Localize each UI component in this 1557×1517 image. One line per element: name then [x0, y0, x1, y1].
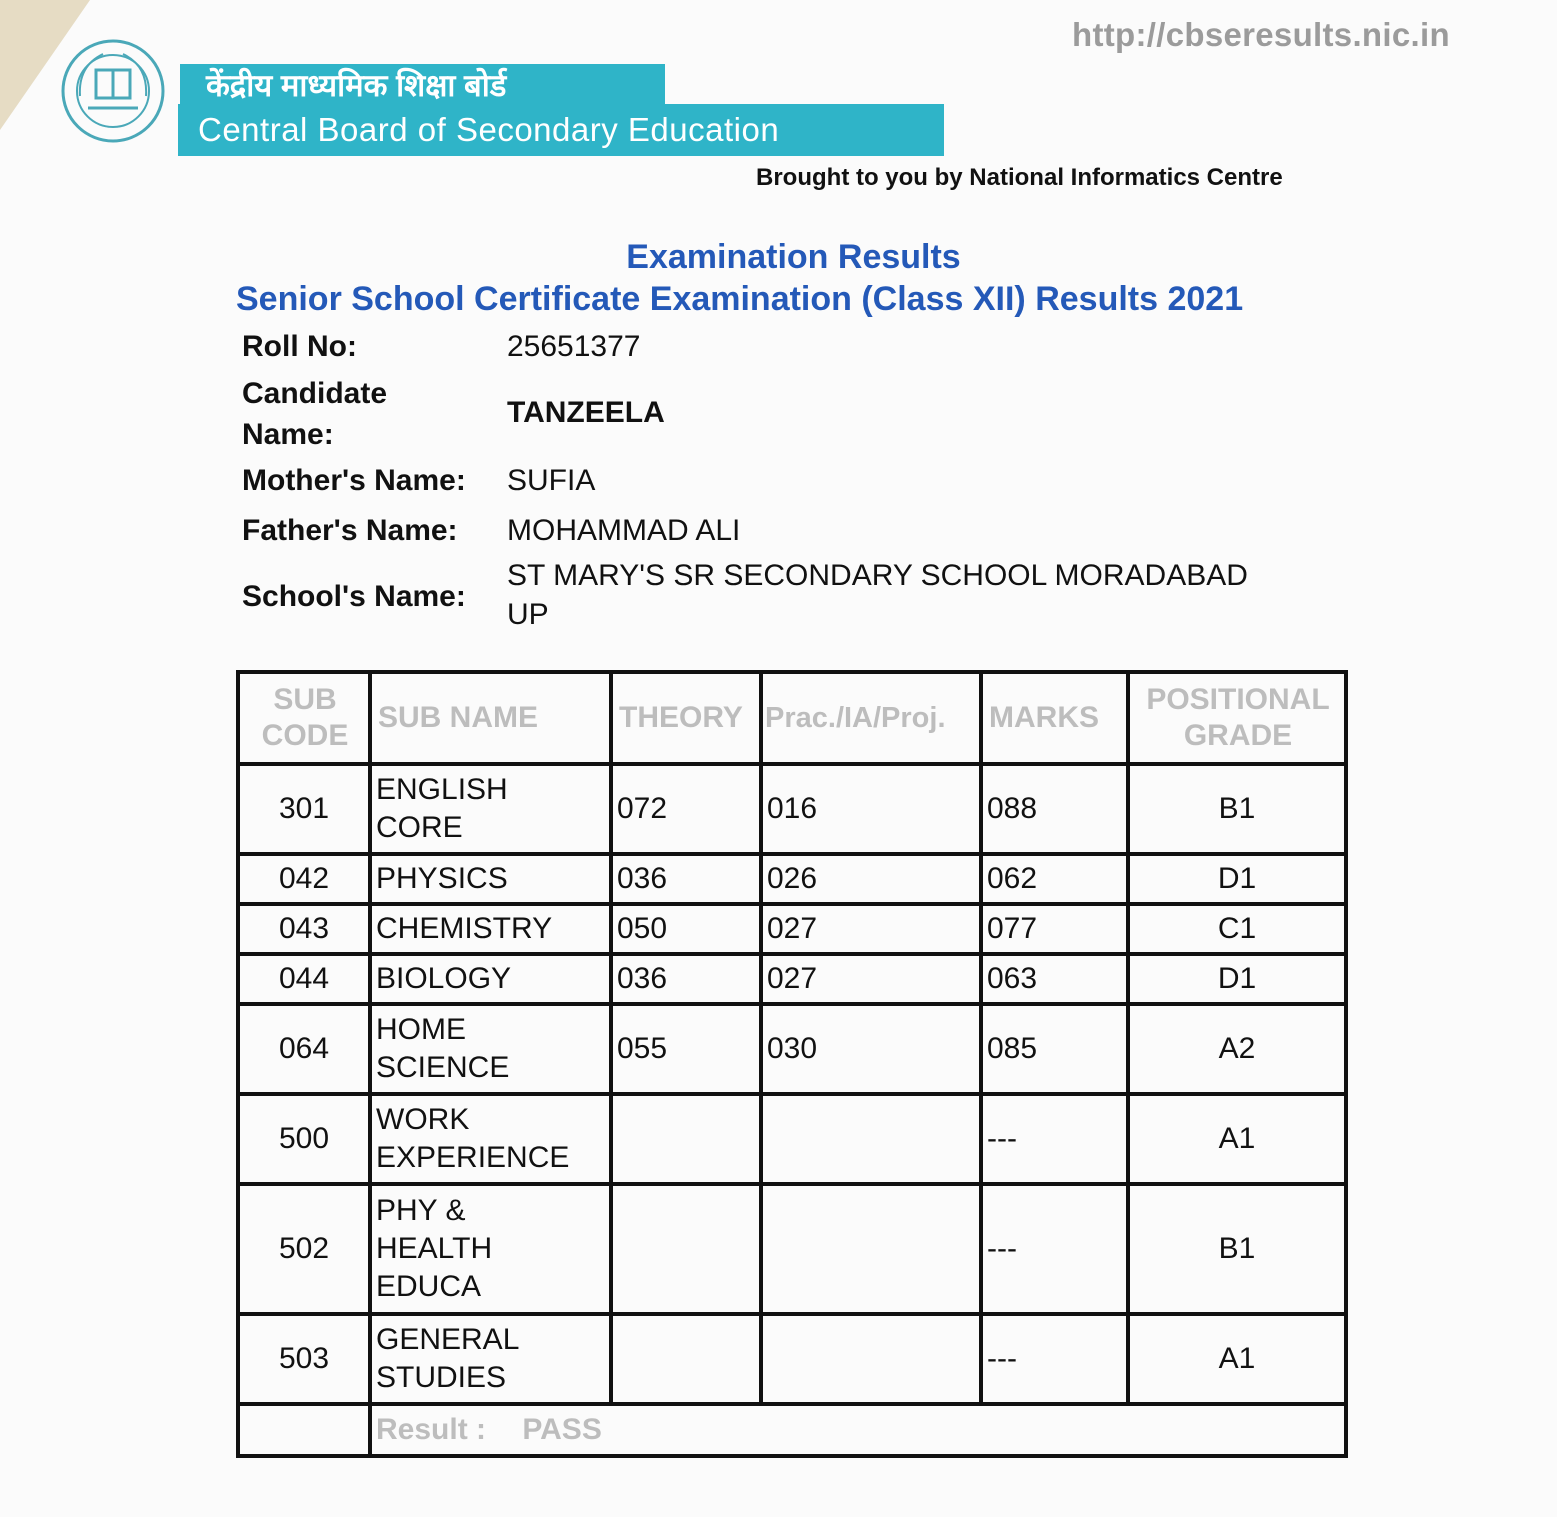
sub-name-line: PHY & [376, 1194, 466, 1227]
sub-name-cell [370, 764, 611, 854]
grade-cell: A2 [1128, 1004, 1346, 1094]
grade-cell: A1 [1128, 1094, 1346, 1184]
sub-code-cell: 042 [238, 854, 370, 904]
sub-code-cell: 500 [238, 1094, 370, 1184]
sub-name-line: HOME [376, 1013, 466, 1046]
header-sub-code-line2: CODE [261, 719, 349, 752]
table-row [238, 904, 1346, 954]
table-row [238, 1314, 1346, 1404]
sub-name-line: HEALTH [376, 1232, 493, 1265]
theory-cell: 036 [611, 854, 761, 904]
roll-value: 25651377 [507, 330, 641, 363]
prac-cell [761, 1184, 981, 1314]
marks-cell: --- [981, 1094, 1128, 1184]
mother-name-value: SUFIA [507, 464, 596, 497]
marks-cell: 063 [981, 954, 1128, 1004]
grade-cell: A1 [1128, 1314, 1346, 1404]
grade-cell: D1 [1128, 854, 1346, 904]
header-sub-code-line1: SUB [273, 683, 337, 716]
marks-cell: 062 [981, 854, 1128, 904]
result-label: Result : [376, 1413, 487, 1446]
mother-name-label: Mother's Name: [242, 464, 466, 497]
sub-name-line: SCIENCE [376, 1051, 510, 1084]
sub-name-cell: BIOLOGY [370, 954, 611, 1004]
result-value: PASS [522, 1413, 602, 1446]
prac-cell: 027 [761, 904, 981, 954]
sub-name-line: EXPERIENCE [376, 1141, 570, 1174]
header-sub-code [238, 672, 370, 764]
school-name-value-line1: ST MARY'S SR SECONDARY SCHOOL MORADABAD [507, 559, 1248, 592]
roll-label: Roll No: [242, 330, 357, 363]
prac-cell [761, 1314, 981, 1404]
site-url: http://cbseresults.nic.in [1072, 16, 1450, 53]
header-prac: Prac./IA/Proj. [761, 672, 981, 764]
sub-name-line: ENGLISH [376, 773, 508, 806]
school-name-value-line2: UP [507, 598, 549, 631]
board-name-english: Central Board of Secondary Education [178, 104, 944, 156]
page-subtitle: Senior School Certificate Examination (Class XII) Results 2021 [236, 280, 1244, 318]
candidate-name-label-line1: Candidate [242, 377, 388, 410]
prac-cell: 030 [761, 1004, 981, 1094]
board-name-hindi: केंद्रीय माध्यमिक शिक्षा बोर्ड [180, 64, 665, 110]
sub-name-line: EDUCA [376, 1270, 482, 1303]
grade-cell: B1 [1128, 764, 1346, 854]
sub-code-cell: 064 [238, 1004, 370, 1094]
table-row [238, 1094, 1346, 1184]
header-positional-grade [1128, 672, 1346, 764]
sub-name-cell [370, 1094, 611, 1184]
table-header-row [238, 672, 1346, 764]
page-title: Examination Results [626, 238, 961, 276]
theory-cell [611, 1094, 761, 1184]
header-theory: THEORY [611, 672, 761, 764]
sub-code-cell: 503 [238, 1314, 370, 1404]
sub-name-line: STUDIES [376, 1361, 507, 1394]
table-row [238, 854, 1346, 904]
header-grade-line1: POSITIONAL [1146, 683, 1330, 716]
father-name-label: Father's Name: [242, 514, 458, 547]
father-name-value: MOHAMMAD ALI [507, 514, 741, 547]
sub-name-cell: CHEMISTRY [370, 904, 611, 954]
header-grade-line2: GRADE [1183, 719, 1293, 752]
theory-cell [611, 1314, 761, 1404]
table-row [238, 1004, 1346, 1094]
sub-code-cell: 502 [238, 1184, 370, 1314]
prac-cell: 027 [761, 954, 981, 1004]
prac-cell: 026 [761, 854, 981, 904]
theory-cell: 036 [611, 954, 761, 1004]
results-table [236, 670, 1348, 1458]
sub-code-cell: 301 [238, 764, 370, 854]
sub-name-cell [370, 1314, 611, 1404]
table-row [238, 764, 1346, 854]
header-marks: MARKS [981, 672, 1128, 764]
provider-note: Brought to you by National Informatics Centre [756, 164, 1283, 191]
sub-name-cell [370, 1004, 611, 1094]
candidate-name-label-line2: Name: [242, 418, 334, 451]
prac-cell: 016 [761, 764, 981, 854]
grade-cell: C1 [1128, 904, 1346, 954]
grade-cell: D1 [1128, 954, 1346, 1004]
sub-name-line: CORE [376, 811, 463, 844]
sub-name-line: GENERAL [376, 1323, 520, 1356]
header-sub-name: SUB NAME [370, 672, 611, 764]
marks-cell: 085 [981, 1004, 1128, 1094]
result-row [238, 1404, 1346, 1456]
candidate-name-value: TANZEELA [507, 396, 665, 429]
cbse-emblem-icon [58, 36, 174, 146]
result-blank-cell [238, 1404, 370, 1456]
school-name-label: School's Name: [242, 580, 466, 613]
grade-cell: B1 [1128, 1184, 1346, 1314]
sub-name-cell [370, 1184, 611, 1314]
prac-cell [761, 1094, 981, 1184]
theory-cell: 050 [611, 904, 761, 954]
marks-cell: --- [981, 1314, 1128, 1404]
table-row [238, 1184, 1346, 1314]
table-row [238, 954, 1346, 1004]
marks-cell: 077 [981, 904, 1128, 954]
result-cell [370, 1404, 1346, 1456]
sub-name-line: WORK [376, 1103, 470, 1136]
sub-code-cell: 043 [238, 904, 370, 954]
theory-cell: 055 [611, 1004, 761, 1094]
marks-cell: 088 [981, 764, 1128, 854]
sub-code-cell: 044 [238, 954, 370, 1004]
marks-cell: --- [981, 1184, 1128, 1314]
theory-cell [611, 1184, 761, 1314]
theory-cell: 072 [611, 764, 761, 854]
sub-name-cell: PHYSICS [370, 854, 611, 904]
